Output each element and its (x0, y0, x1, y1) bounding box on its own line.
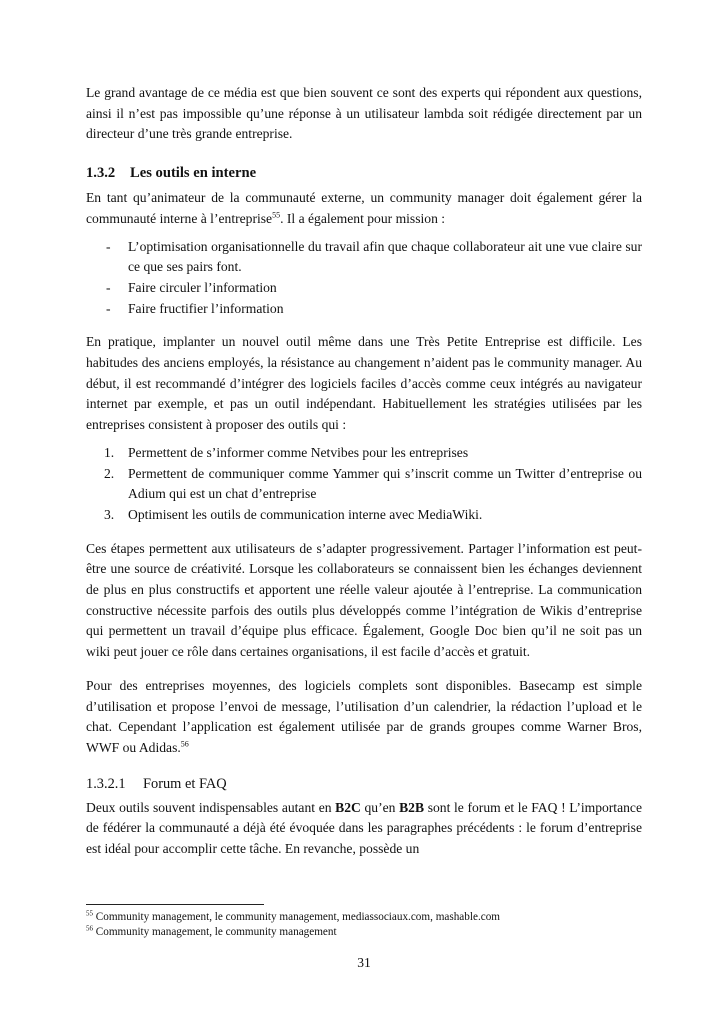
strategy-list (86, 443, 642, 526)
list-item (86, 505, 642, 526)
paragraph-internal-role (86, 188, 642, 229)
list-marker: - (106, 300, 111, 316)
footnote-55 (86, 910, 642, 925)
paragraph-text: sont le forum et le FAQ ! L’importance de fédérer la communauté a déjà été évoquée dans les paragraphes précédents : le forum d’entreprise est idéal pour accomplir cette tâche. En revanche, possède un (86, 799, 642, 857)
footnote-ref-56[interactable]: 56 (180, 739, 189, 749)
list-item (86, 237, 642, 278)
page-body (86, 83, 642, 860)
footnote-56 (86, 925, 642, 940)
section-heading (86, 163, 642, 183)
footnote-ref-55[interactable]: 55 (272, 210, 281, 220)
paragraph-text: . Il a également pour mission : (280, 210, 446, 226)
list-marker: 2. (104, 465, 115, 481)
list-item (86, 278, 642, 299)
footnote-marker: 56 (86, 924, 93, 933)
list-item (86, 443, 642, 464)
list-marker: 3. (104, 506, 115, 522)
list-item-text: Permettent de communiquer comme Yammer qui s’inscrit comme un Twitter d’entreprise ou Adium qui est un chat d’entreprise (128, 465, 642, 502)
paragraph-text: En tant qu’animateur de la communauté externe, un community manager doit également gérer la communauté interne à l’entreprise (86, 190, 642, 226)
list-item-text: Faire fructifier l’information (128, 300, 284, 316)
section-title: Les outils en interne (130, 165, 257, 182)
footnote-marker: 55 (86, 909, 93, 918)
page-number: 31 (357, 955, 371, 970)
paragraph-intro: Le grand avantage de ce média est que bien souvent ce sont des experts qui répondent aux questions, ainsi il n’est pas impossible qu’une réponse à un utilisateur lambda soit rédigée directement par un directeur d’une très grande entreprise. (86, 85, 642, 142)
footnotes (86, 904, 642, 940)
paragraph-forum (86, 798, 642, 860)
paragraph-practice: En pratique, implanter un nouvel outil même dans une Très Petite Entreprise est difficile. Les habitudes des anciens employés, la résistance au changement n’aident pas le community manager. Au début, il est recommandé d’intégrer des logiciels faciles d’accès comme ceux intégrés au navigateur internet par exemple, et pas un outil indépendant. Habituellement les stratégies utilisées par les entreprises consistent à proposer des outils qui : (86, 334, 642, 433)
section-number: 1.3.2 (86, 165, 116, 182)
subsection-heading (86, 774, 642, 794)
list-item (86, 464, 642, 505)
list-marker: - (106, 238, 111, 254)
paragraph-text: Deux outils souvent indispensables autant en (86, 799, 336, 815)
term-b2b: B2B (399, 799, 425, 815)
list-marker: 1. (104, 444, 115, 460)
list-item-text: Permettent de s’informer comme Netvibes pour les entreprises (128, 444, 469, 460)
list-item-text: L’optimisation organisationnelle du travail afin que chaque collaborateur ait une vue claire sur ce que ses pairs font. (128, 238, 642, 275)
paragraph-text: qu’en (360, 799, 400, 815)
paragraph-text: Pour des entreprises moyennes, des logiciels complets sont disponibles. Basecamp est simple d’utilisation et propose l’envoi de message, l’utilisation d’un calendrier, la rédaction l’upload et le chat. Cependant l’application est également utilisée par de grands groupes comme Warner Bros, WWF ou Adidas. (86, 677, 642, 755)
footnote-divider (86, 904, 264, 905)
list-item-text: Optimisent les outils de communication interne avec MediaWiki. (128, 506, 483, 522)
mission-list (86, 237, 642, 320)
paragraph-progressive: Ces étapes permettent aux utilisateurs de s’adapter progressivement. Partager l’information est peut-être une source de créativité. Lorsque les collaborateurs se connaissent bien les échanges deviennent de plus en plus constructifs et apportent une réelle valeur ajoutée à l’entreprise. La communication constructive nécessite parfois des outils plus développés comme l’intégration de Wikis d’entreprise qui permettent un travail d’équipe plus efficace. Également, Google Doc bien qu’il ne soit pas un wiki peut jouer ce rôle dans certaines organisations, il est facile d’accès et gratuit. (86, 540, 642, 660)
list-item (86, 299, 642, 320)
term-b2c: B2C (335, 799, 361, 815)
list-item-text: Faire circuler l’information (128, 279, 277, 295)
paragraph-medium-companies (86, 676, 642, 759)
subsection-title: Forum et FAQ (143, 775, 227, 792)
subsection-number: 1.3.2.1 (86, 775, 126, 792)
footnote-text: Community management, le community management, mediassociaux.com, mashable.com (95, 911, 500, 923)
footnote-text: Community management, le community management (95, 926, 337, 938)
list-marker: - (106, 279, 111, 295)
